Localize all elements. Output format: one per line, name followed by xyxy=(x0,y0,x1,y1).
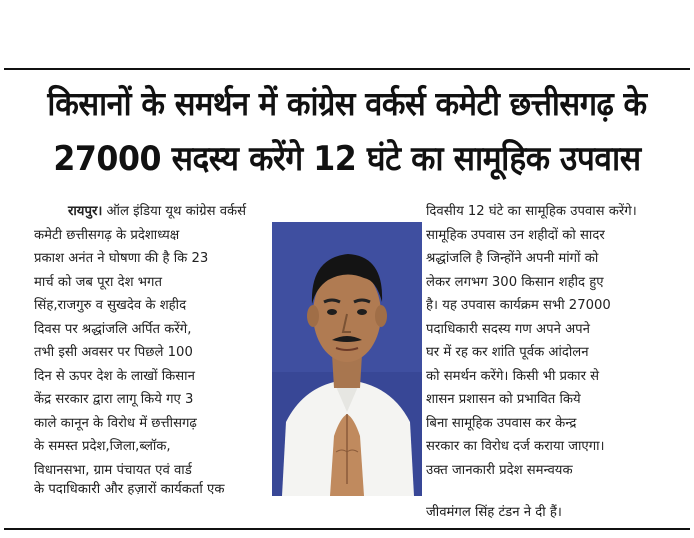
left-line: के समस्त प्रदेश,जिला,ब्लॉक, xyxy=(34,439,171,454)
right-line: पदाधिकारी सदस्य गण अपने अपने xyxy=(426,321,590,337)
left-line: मार्च को जब पूरा देश भगत xyxy=(34,274,162,290)
left-line: कमेटी छत्तीसगढ़ के प्रदेशाध्यक्ष xyxy=(34,227,180,243)
byline-final-line: जीवमंगल सिंह टंडन ने दी हैं। xyxy=(426,505,562,520)
left-line: तभी इसी अवसर पर पिछले 100 xyxy=(34,345,193,360)
right-line: घर में रह कर शांति पूर्वक आंदोलन xyxy=(426,345,589,360)
left-line: काले कानून के विरोध में छत्तीसगढ़ xyxy=(34,415,197,431)
person-portrait-icon xyxy=(272,222,422,496)
lead-text: ऑल इंडिया यूथ कांग्रेस वर्कर्स xyxy=(102,204,247,219)
article-right-column xyxy=(426,200,666,482)
right-line: उक्त जानकारी प्रदेश समन्वयक xyxy=(426,462,573,478)
person-portrait-photo xyxy=(272,222,422,496)
right-line: सरकार का विरोध दर्ज कराया जाएगा। xyxy=(426,439,605,454)
dateline: रायपुर। xyxy=(68,204,103,219)
bottom-rule xyxy=(4,528,690,530)
right-line: लेकर लगभग 300 किसान शहीद हुए xyxy=(426,274,604,290)
headline-line-1: किसानों के समर्थन में कांग्रेस वर्कर्स कमेटी छत्तीसगढ़ के xyxy=(47,84,647,123)
left-final-line: के पदाधिकारी और हज़ारों कार्यकर्ता एक xyxy=(34,482,225,497)
headline-line-2: 27000 सदस्य करेंगे 12 घंटे का सामूहिक उपवास xyxy=(53,139,641,179)
left-line: दिन से ऊपर देश के लाखों किसान xyxy=(34,368,195,384)
right-line: सामूहिक उपवास उन शहीदों को सादर xyxy=(426,227,605,243)
right-line: शासन प्रशासन को प्रभावित किये xyxy=(426,392,581,407)
right-line: को समर्थन करेंगे। किसी भी प्रकार से xyxy=(426,368,600,384)
left-line: दिवस पर श्रद्धांजलि अर्पित करेंगे, xyxy=(34,321,192,337)
left-line: विधानसभा, ग्राम पंचायत एवं वार्ड xyxy=(34,462,192,478)
left-line: प्रकाश अनंत ने घोषणा की है कि 23 xyxy=(34,251,209,266)
top-rule xyxy=(4,68,690,70)
left-line: सिंह,राजगुरु व सुखदेव के शहीद xyxy=(34,298,187,313)
lead-line xyxy=(34,200,352,224)
left-line: केंद्र सरकार द्वारा लागू किये गए 3 xyxy=(34,392,194,407)
right-line: श्रद्धांजलि है जिन्होंने अपनी मांगों को xyxy=(426,251,599,266)
right-line: दिवसीय 12 घंटे का सामूहिक उपवास करेंगे। xyxy=(426,204,637,219)
right-line: है। यह उपवास कार्यक्रम सभी 27000 xyxy=(426,298,611,313)
right-line: बिना सामूहिक उपवास कर केन्द्र xyxy=(426,415,577,431)
